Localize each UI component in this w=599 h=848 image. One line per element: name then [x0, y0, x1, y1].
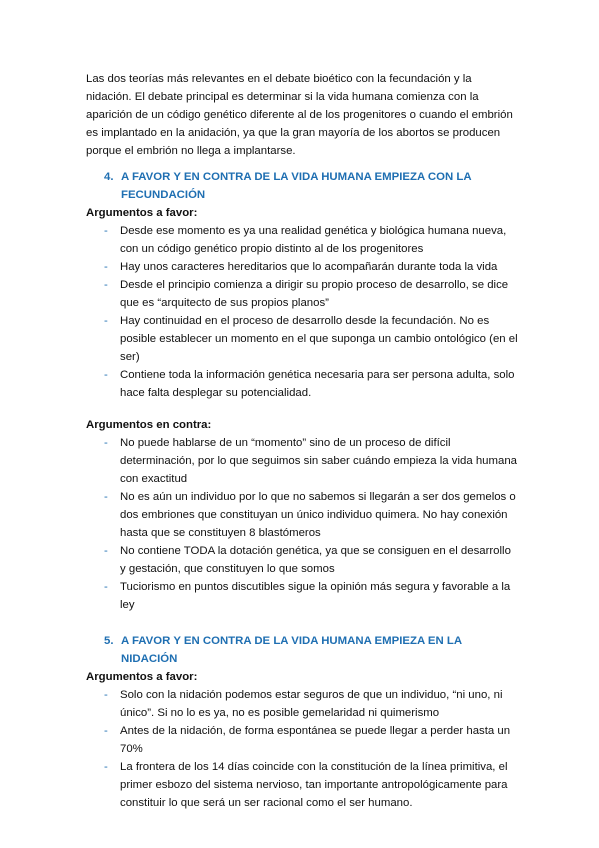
dash-bullet-icon: - [104, 225, 108, 237]
section-5-favor-label: Argumentos a favor: [86, 671, 198, 683]
dash-bullet-icon: - [104, 369, 108, 381]
section-4-contra-list [86, 434, 519, 614]
section-5-title [86, 632, 519, 668]
dash-bullet-icon: - [104, 315, 108, 327]
section-4-number: 4. [104, 171, 114, 183]
list-item: - Hay unos caracteres hereditarios que lo acompañarán durante toda la vida [86, 258, 519, 276]
section-4-favor-label: Argumentos a favor: [86, 207, 198, 219]
dash-bullet-icon: - [104, 581, 108, 593]
list-item: - Desde ese momento es ya una realidad genética y biológica humana nueva, con un código genético propio distinto al de los progenitores [86, 222, 519, 258]
section-4-title [86, 168, 519, 204]
dash-bullet-icon: - [104, 279, 108, 291]
section-4-favor-list [86, 222, 519, 402]
section-5-heading: A FAVOR Y EN CONTRA DE LA VIDA HUMANA EMPIEZA EN LA NIDACIÓN [121, 635, 462, 665]
dash-bullet-icon: - [104, 491, 108, 503]
list-item: - No puede hablarse de un “momento” sino de un proceso de difícil determinación, por lo que seguimos sin saber cuándo empieza la vida humana con exactitud [86, 434, 519, 488]
section-4-contra-label: Argumentos en contra: [86, 419, 212, 431]
section-4-heading: A FAVOR Y EN CONTRA DE LA VIDA HUMANA EMPIEZA CON LA FECUNDACIÓN [121, 171, 472, 201]
section-5-favor-list [86, 686, 519, 812]
list-item: - Antes de la nidación, de forma espontánea se puede llegar a perder hasta un 70% [86, 722, 519, 758]
dash-bullet-icon: - [104, 725, 108, 737]
list-item: - La frontera de los 14 días coincide con la constitución de la línea primitiva, el primer esbozo del sistema nervioso, tan importante antropológicamente para constituir lo que será un ser racional como el ser humano. [86, 758, 519, 812]
dash-bullet-icon: - [104, 261, 108, 273]
list-item: - Desde el principio comienza a dirigir su propio proceso de desarrollo, se dice que es “arquitecto de sus propios planos” [86, 276, 519, 312]
list-item: - No es aún un individuo por lo que no sabemos si llegarán a ser dos gemelos o dos embriones que constituyan un único individuo quimera. No hay conexión hasta que se constituyen 8 blastómeros [86, 488, 519, 542]
dash-bullet-icon: - [104, 761, 108, 773]
intro-paragraph: Las dos teorías más relevantes en el debate bioético con la fecundación y la nidación. El debate principal es determinar si la vida humana comienza con la aparición de un código genético diferente al de los progenitores o cuando el embrión es implantado en la anidación, ya que la gran mayoría de los abortos se producen porque el embrión no llega a implantarse. [86, 73, 513, 157]
list-item: - Hay continuidad en el proceso de desarrollo desde la fecundación. No es posible establecer un momento en el que suponga un cambio ontológico (en el ser) [86, 312, 519, 366]
list-item: - No contiene TODA la dotación genética, ya que se consiguen en el desarrollo y gestación, que constituyen lo que somos [86, 542, 519, 578]
dash-bullet-icon: - [104, 545, 108, 557]
dash-bullet-icon: - [104, 689, 108, 701]
list-item: - Contiene toda la información genética necesaria para ser persona adulta, solo hace falta desplegar su potencialidad. [86, 366, 519, 402]
list-item: - Solo con la nidación podemos estar seguros de que un individuo, “ni uno, ni único”. Si no lo es ya, no es posible gemelaridad ni quimerismo [86, 686, 519, 722]
dash-bullet-icon: - [104, 437, 108, 449]
section-5-number: 5. [104, 635, 114, 647]
list-item: - Tuciorismo en puntos discutibles sigue la opinión más segura y favorable a la ley [86, 578, 519, 614]
